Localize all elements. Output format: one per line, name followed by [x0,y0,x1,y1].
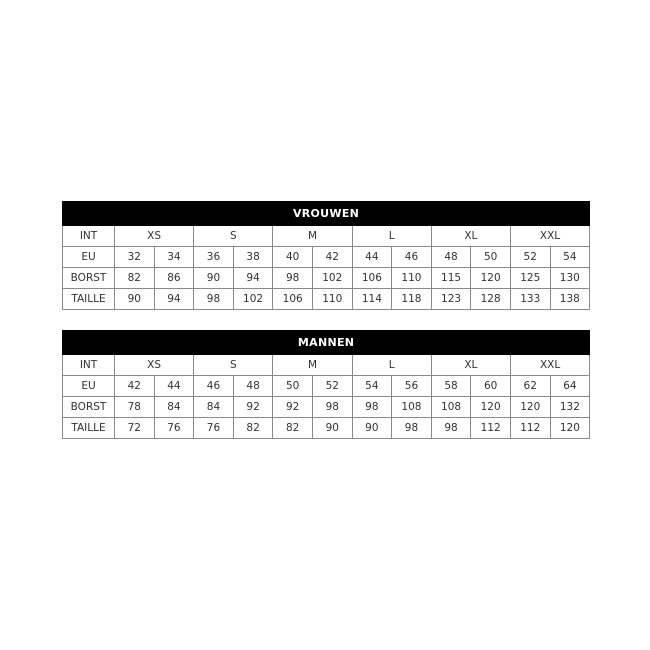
table-cell: 98 [312,397,352,418]
table-cell: 90 [312,418,352,439]
table-cell: 98 [431,418,471,439]
table-cell: 112 [471,418,511,439]
table-cell: 120 [471,268,511,289]
table-cell: 118 [392,289,432,310]
size-header-cell: XL [431,226,510,247]
table-cell: 82 [233,418,273,439]
table-cell: 40 [273,247,313,268]
table-cell: 115 [431,268,471,289]
table-cell: 120 [510,397,550,418]
table-cell: 50 [471,247,511,268]
size-header-cell: L [352,355,431,376]
table-cell: 92 [233,397,273,418]
table-cell: 48 [233,376,273,397]
table-cell: 76 [154,418,194,439]
size-header-cell: XS [115,226,194,247]
table-cell: 108 [392,397,432,418]
table-title-row [63,331,590,355]
table-cell: 110 [392,268,432,289]
table-cell: 36 [194,247,234,268]
table-cell: 120 [550,418,590,439]
row-label-int: INT [63,226,115,247]
table-cell: 123 [431,289,471,310]
size-header-row [63,355,590,376]
size-header-cell: XL [431,355,510,376]
table-cell: 125 [510,268,550,289]
table-cell: 62 [510,376,550,397]
table-cell: 42 [312,247,352,268]
table-cell: 98 [194,289,234,310]
table-cell: 128 [471,289,511,310]
table-cell: 92 [273,397,313,418]
size-header-row [63,226,590,247]
table-cell: 132 [550,397,590,418]
table-cell: 72 [115,418,155,439]
row-label: TAILLE [63,418,115,439]
size-header-cell: M [273,355,352,376]
table-cell: 82 [115,268,155,289]
table-cell: 84 [154,397,194,418]
table-cell: 98 [352,397,392,418]
table-cell: 102 [233,289,273,310]
size-header-cell: S [194,355,273,376]
table-cell: 114 [352,289,392,310]
table-title-row [63,202,590,226]
table-cell: 46 [194,376,234,397]
size-header-cell: XXL [510,355,589,376]
table-cell: 48 [431,247,471,268]
table-title: MANNEN [63,331,590,355]
table-cell: 94 [154,289,194,310]
size-table-men [62,330,590,439]
table-cell: 130 [550,268,590,289]
table-cell: 76 [194,418,234,439]
row-label: BORST [63,397,115,418]
table-cell: 90 [115,289,155,310]
table-cell: 58 [431,376,471,397]
table-cell: 112 [510,418,550,439]
table-cell: 110 [312,289,352,310]
table-row [63,289,590,310]
table-cell: 32 [115,247,155,268]
table-cell: 42 [115,376,155,397]
table-cell: 138 [550,289,590,310]
table-cell: 44 [154,376,194,397]
table-cell: 46 [392,247,432,268]
table-cell: 98 [273,268,313,289]
table-cell: 52 [312,376,352,397]
table-cell: 60 [471,376,511,397]
table-cell: 120 [471,397,511,418]
table-title: VROUWEN [63,202,590,226]
table-cell: 52 [510,247,550,268]
row-label-int: INT [63,355,115,376]
table-cell: 54 [352,376,392,397]
size-header-cell: M [273,226,352,247]
table-row [63,418,590,439]
table-cell: 78 [115,397,155,418]
table-cell: 90 [194,268,234,289]
table-cell: 106 [352,268,392,289]
size-header-cell: XXL [510,226,589,247]
table-row [63,247,590,268]
table-cell: 98 [392,418,432,439]
table-cell: 108 [431,397,471,418]
table-cell: 50 [273,376,313,397]
row-label: EU [63,247,115,268]
table-cell: 102 [312,268,352,289]
table-cell: 94 [233,268,273,289]
table-row [63,397,590,418]
size-header-cell: L [352,226,431,247]
table-row [63,376,590,397]
table-cell: 64 [550,376,590,397]
table-cell: 44 [352,247,392,268]
table-cell: 82 [273,418,313,439]
row-label: TAILLE [63,289,115,310]
table-cell: 90 [352,418,392,439]
table-cell: 56 [392,376,432,397]
table-cell: 34 [154,247,194,268]
size-header-cell: XS [115,355,194,376]
size-table-women [62,201,590,310]
table-cell: 84 [194,397,234,418]
table-row [63,268,590,289]
table-cell: 86 [154,268,194,289]
table-cell: 133 [510,289,550,310]
table-cell: 54 [550,247,590,268]
table-cell: 106 [273,289,313,310]
size-header-cell: S [194,226,273,247]
table-cell: 38 [233,247,273,268]
row-label: BORST [63,268,115,289]
row-label: EU [63,376,115,397]
